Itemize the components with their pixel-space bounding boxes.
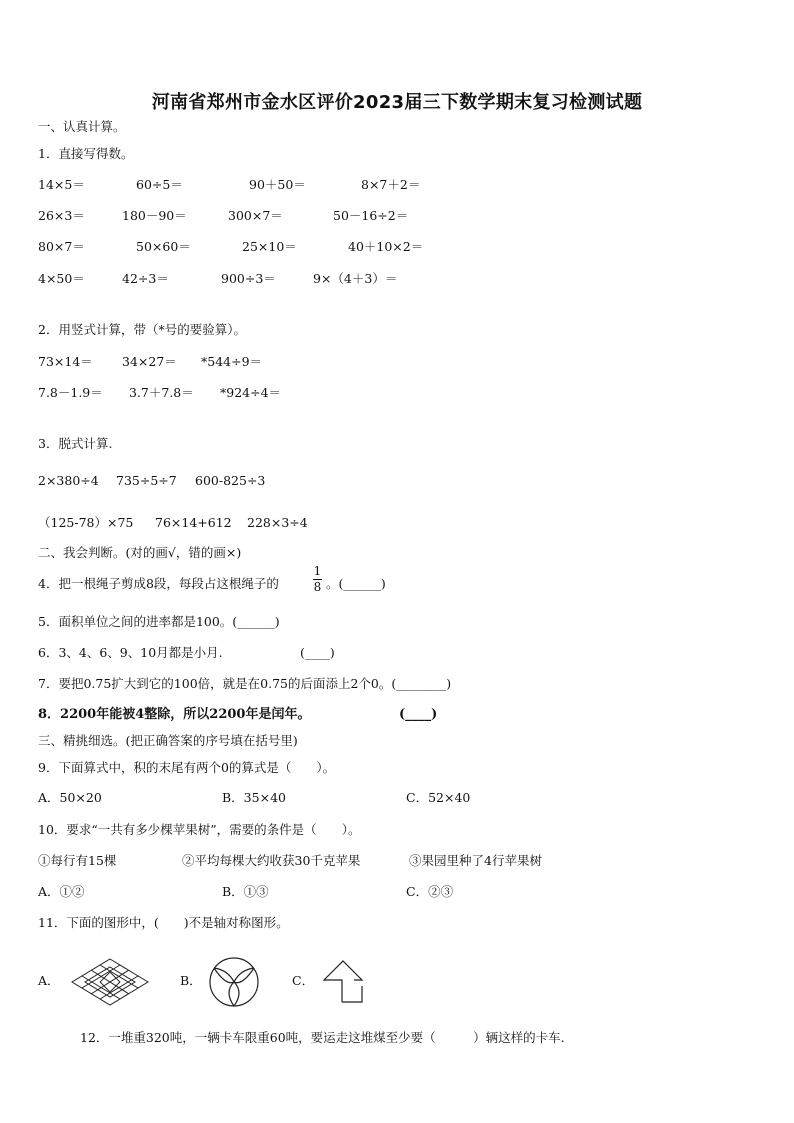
fraction-numerator: 1 xyxy=(313,564,322,578)
question-12: 12．一堆重320吨，一辆卡车限重60吨，要运走这堆煤至少要（ ）辆这样的卡车. xyxy=(80,1030,565,1045)
fraction-denominator: 8 xyxy=(313,580,322,594)
q1-item: 8×7＋2＝ xyxy=(361,177,421,192)
q9-option-a[interactable]: A．50×20 xyxy=(38,790,102,805)
question-4 xyxy=(38,576,279,592)
q1-item: 900÷3＝ xyxy=(221,271,276,286)
q1-item: 9×（4＋3）＝ xyxy=(313,271,398,286)
q10-condition: ①每行有15棵 xyxy=(38,853,117,868)
q1-item: 50－16÷2＝ xyxy=(333,208,409,223)
question-7: 7．要把0.75扩大到它的100倍，就是在0.75的后面添上2个0。(________) xyxy=(38,676,452,691)
q9-option-c[interactable]: C．52×40 xyxy=(406,790,471,805)
question-4-answer-blank[interactable]: 。(______) xyxy=(326,576,386,591)
q2-item: 34×27＝ xyxy=(122,354,177,369)
question-10: 10．要求“一共有多少棵苹果树”，需要的条件是（ ）。 xyxy=(38,822,361,837)
q1-item: 14×5＝ xyxy=(38,177,85,192)
q1-item: 26×3＝ xyxy=(38,208,85,223)
question-4-text: 4．把一根绳子剪成8段，每段占这根绳子的 xyxy=(38,576,279,591)
q1-item: 4×50＝ xyxy=(38,271,85,286)
q1-item: 300×7＝ xyxy=(228,208,283,223)
q2-item: 7.8－1.9＝ xyxy=(38,385,103,400)
question-9: 9．下面算式中，积的末尾有两个0的算式是（ ）。 xyxy=(38,760,336,775)
q2-item: *924÷4＝ xyxy=(220,385,282,400)
question-11: 11．下面的图形中，( )不是轴对称图形。 xyxy=(38,915,289,930)
q10-condition: ②平均每棵大约收获30千克苹果 xyxy=(182,853,361,868)
q10-condition: ③果园里种了4行苹果树 xyxy=(409,853,542,868)
q10-option-b[interactable]: B．①③ xyxy=(222,884,269,899)
q10-option-a[interactable]: A．①② xyxy=(38,884,85,899)
q2-item: 3.7＋7.8＝ xyxy=(129,385,194,400)
q1-item: 40＋10×2＝ xyxy=(348,239,424,254)
question-6: 6．3、4、6、9、10月都是小月. xyxy=(38,645,223,660)
q11-option-a-label[interactable]: A． xyxy=(38,973,60,988)
q3-item: 228×3÷4 xyxy=(247,515,308,530)
question-8: 8．2200年能被4整除，所以2200年是闰年。 xyxy=(38,707,311,722)
section-heading-2: 二、我会判断。(对的画√，错的画×) xyxy=(38,545,242,560)
question-8-answer-blank[interactable]: (____) xyxy=(399,707,438,722)
q1-item: 180－90＝ xyxy=(122,208,187,223)
q3-item: 735÷5÷7 xyxy=(116,473,177,488)
fraction-one-eighth xyxy=(313,565,322,594)
q11-option-c-label[interactable]: C． xyxy=(292,973,315,988)
question-1-label: 1．直接写得数。 xyxy=(38,146,134,161)
q1-item: 50×60＝ xyxy=(136,239,191,254)
question-2-label: 2．用竖式计算，带（*号的要验算）。 xyxy=(38,322,246,337)
arrow-shape-figure xyxy=(320,958,366,1006)
q3-item: 2×380÷4 xyxy=(38,473,99,488)
question-5: 5．面积单位之间的进率都是100。(______) xyxy=(38,614,280,629)
q1-item: 60÷5＝ xyxy=(136,177,183,192)
knot-pattern-figure xyxy=(70,957,150,1007)
section-heading-1: 一、认真计算。 xyxy=(38,119,126,134)
q1-item: 80×7＝ xyxy=(38,239,85,254)
q3-item: 600-825÷3 xyxy=(195,473,266,488)
circle-three-petal-figure xyxy=(208,956,260,1008)
question-6-answer-blank[interactable]: (____) xyxy=(300,645,335,660)
q3-item: 76×14+612 xyxy=(155,515,232,530)
question-3-label: 3．脱式计算. xyxy=(38,436,113,451)
q2-item: 73×14＝ xyxy=(38,354,93,369)
q2-item: *544÷9＝ xyxy=(201,354,263,369)
page-title: 河南省郑州市金水区评价2023届三下数学期末复习检测试题 xyxy=(151,92,643,113)
q1-item: 25×10＝ xyxy=(242,239,297,254)
q1-item: 42÷3＝ xyxy=(122,271,169,286)
q1-item: 90＋50＝ xyxy=(249,177,306,192)
section-heading-3: 三、精挑细选。(把正确答案的序号填在括号里) xyxy=(38,733,298,748)
q10-option-c[interactable]: C．②③ xyxy=(406,884,454,899)
q3-item: （125-78）×75 xyxy=(38,515,134,530)
q11-option-b-label[interactable]: B． xyxy=(180,973,202,988)
q9-option-b[interactable]: B．35×40 xyxy=(222,790,286,805)
